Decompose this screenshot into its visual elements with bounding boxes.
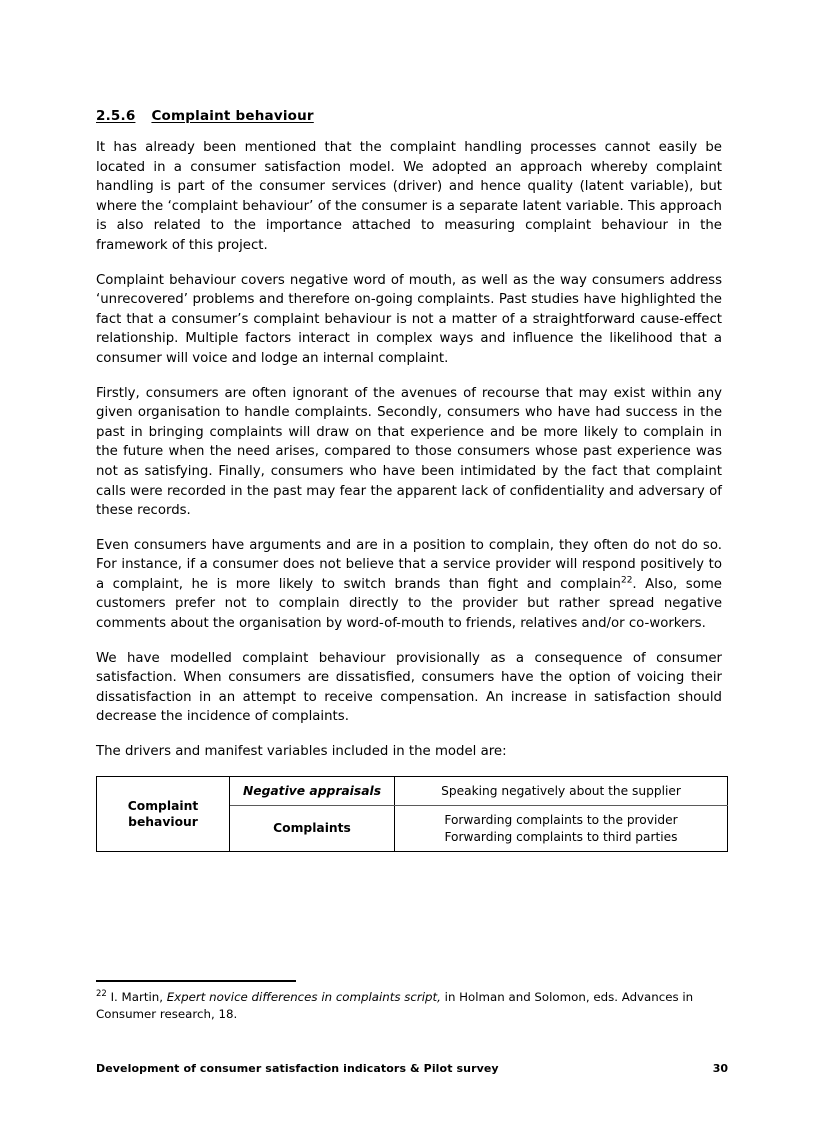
paragraph-4 bbox=[96, 536, 722, 634]
footer-document-title: Development of consumer satisfaction indicators & Pilot survey bbox=[96, 1062, 499, 1075]
section-number: 2.5.6 bbox=[96, 108, 136, 124]
table-item: Forwarding complaints to the provider bbox=[444, 813, 678, 828]
footnote-separator-rule bbox=[96, 980, 296, 982]
table-cell-items-negative-appraisals bbox=[395, 776, 728, 806]
paragraph-1: It has already been mentioned that the complaint handling processes cannot easily be located in a consumer satisfaction model. We adopted an approach whereby complaint handling is part of the consumer services (driver) and hence quality (latent variable), but where the ‘complaint behaviour’ of the consumer is a separate latent variable. This approach is also related to the importance attached to measuring complaint behaviour in the framework of this project. bbox=[96, 140, 722, 253]
page-footer bbox=[96, 1062, 728, 1075]
paragraph-4-text-before-footnote: Even consumers have arguments and are in a position to complain, they often do not do so. For instance, if a consumer does not believe that a service provider will respond positively to a complaint, he is more likely to switch brands than fight and complain bbox=[96, 537, 722, 592]
table-cell-driver-negative-appraisals: Negative appraisals bbox=[230, 776, 395, 806]
footnote-number: 22 bbox=[96, 989, 107, 1000]
section-title: Complaint behaviour bbox=[151, 108, 314, 124]
paragraph-5: We have modelled complaint behaviour provisionally as a consequence of consumer satisfaction. When consumers are dissatisfied, consumers have the option of voicing their dissatisfaction in an attempt to receive compensation. An increase in satisfaction should decrease the incidence of complaints. bbox=[96, 650, 722, 725]
table-cell-driver-complaints: Complaints bbox=[230, 806, 395, 852]
section-heading bbox=[96, 108, 722, 124]
table-item: Forwarding complaints to third parties bbox=[444, 829, 678, 844]
table-cell-items-complaints bbox=[395, 806, 728, 852]
footnote-italic-title: Expert novice differences in complaints script, bbox=[166, 990, 441, 1004]
footnote-text bbox=[96, 989, 722, 1022]
footnote-text-before-italic: I. Martin, bbox=[106, 990, 167, 1004]
footnote-reference-marker[interactable]: 22 bbox=[620, 575, 633, 586]
footer-page-number: 30 bbox=[712, 1062, 728, 1075]
table-lead-in-text: The drivers and manifest variables included in the model are: bbox=[96, 744, 507, 760]
footnote-text-after-italic: in Holman and Solomon, eds. Advances in Consumer research, 18. bbox=[96, 990, 694, 1021]
complaint-behaviour-variables-table bbox=[96, 776, 728, 853]
table-item: Speaking negatively about the supplier bbox=[441, 783, 681, 798]
table-cell-group-label: Complaint behaviour bbox=[97, 776, 230, 852]
page-content bbox=[96, 108, 722, 852]
footnote-area bbox=[96, 980, 722, 1022]
paragraph-4-text-after-footnote: . Also, some customers prefer not to complain directly to the provider but rather spread negative comments about the organisation by word-of-mouth to friends, relatives and/or co-workers. bbox=[96, 576, 722, 632]
paragraph-3: Firstly, consumers are often ignorant of the avenues of recourse that may exist within any given organisation to handle complaints. Secondly, consumers who have had success in the past in bringing complaints will draw on that experience and be more likely to complain in the future when the need arises, compared to those consumers whose past experience was not as satisfying. Finally, consumers who have been intimidated by the fact that complaint calls were recorded in the past may fear the apparent lack of confidentiality and adversary of these records. bbox=[96, 385, 722, 519]
table-row bbox=[97, 776, 728, 806]
paragraph-2: Complaint behaviour covers negative word of mouth, as well as the way consumers address ‘unrecovered’ problems and therefore on-going complaints. Past studies have highlighted the fact that a consumer’s complaint behaviour is not a matter of a straightforward cause-effect relationship. Multiple factors interact in complex ways and influence the likelihood that a consumer will voice and lodge an internal complaint. bbox=[96, 272, 722, 366]
